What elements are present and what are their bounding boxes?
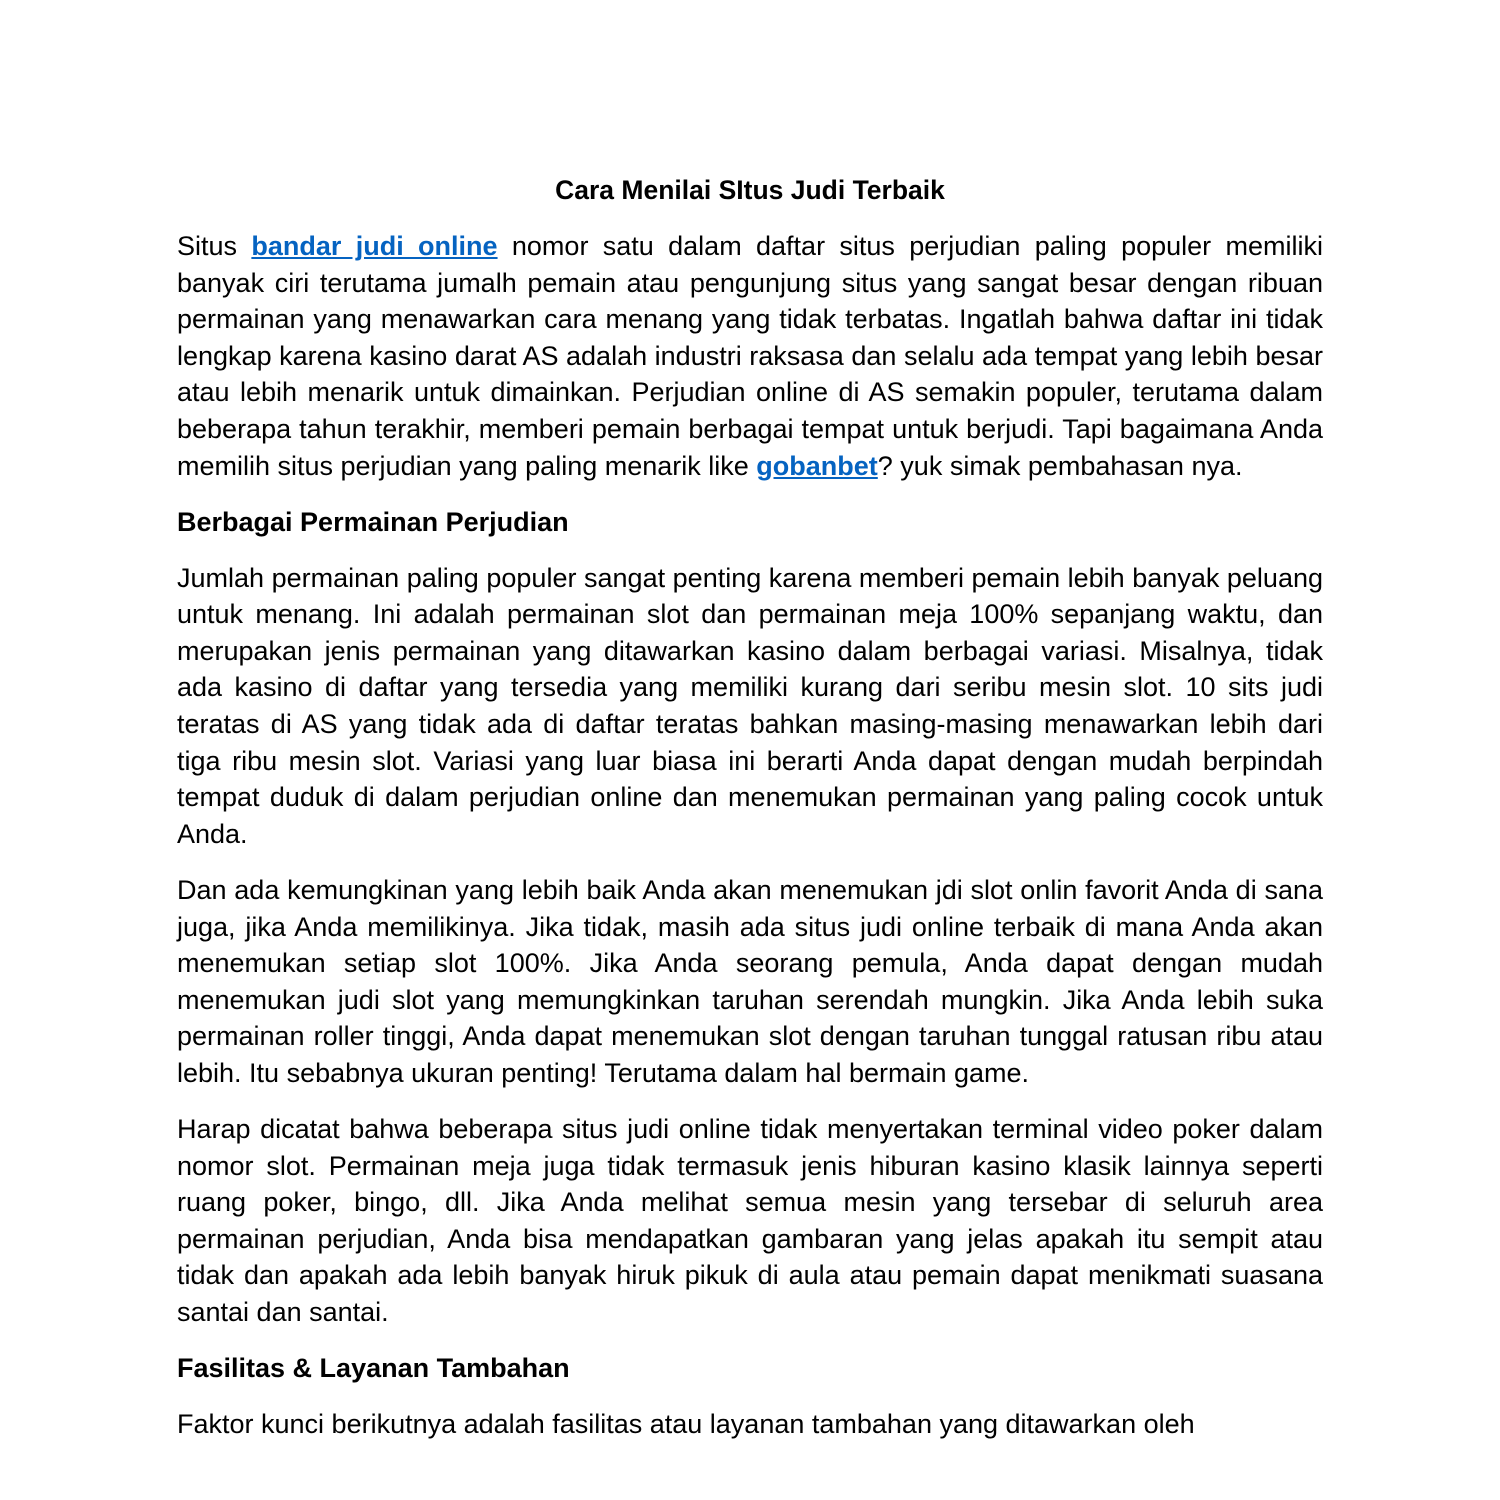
intro-paragraph xyxy=(177,228,1323,484)
bandar-judi-online-link[interactable]: bandar judi online xyxy=(251,231,498,261)
document-page xyxy=(177,172,1323,1462)
intro-suffix: ? yuk simak pembahasan nya. xyxy=(877,450,1243,481)
body-paragraph: Faktor kunci berikutnya adalah fasilitas atau layanan tambahan yang ditawarkan oleh xyxy=(177,1409,1195,1440)
body-paragraph: Dan ada kemungkinan yang lebih baik Anda akan menemukan jdi slot onlin favorit Anda di sana juga, jika Anda memilikinya. Jika tidak, masih ada situs judi online terbaik di mana Anda akan menemukan setiap slot 100%. Jika Anda seorang pemula, Anda dapat dengan mudah menemukan judi slot yang memungkinkan taruhan serendah mungkin. Jika Anda lebih suka permainan roller tinggi, Anda dapat menemukan slot dengan taruhan tunggal ratusan ribu atau lebih. Itu sebabnya ukuran penting! Terutama dalam hal bermain game. xyxy=(177,874,1323,1088)
body-paragraph: Harap dicatat bahwa beberapa situs judi online tidak menyertakan terminal video poker dalam nomor slot. Permainan meja juga tidak termasuk jenis hiburan kasino klasik lainnya seperti ruang poker, bingo, dll. Jika Anda melihat semua mesin yang tersebar di seluruh area permainan perjudian, Anda bisa mendapatkan gambaran yang jelas apakah itu sempit atau tidak dan apakah ada lebih banyak hiruk pikuk di aula atau pemain dapat menikmati suasana santai dan santai. xyxy=(177,1113,1323,1327)
section-heading-berbagai-permainan: Berbagai Permainan Perjudian xyxy=(177,506,569,537)
gobanbet-link[interactable]: gobanbet xyxy=(756,450,878,481)
body-paragraph: Jumlah permainan paling populer sangat penting karena memberi pemain lebih banyak peluang untuk menang. Ini adalah permainan slot dan permainan meja 100% sepanjang waktu, dan merupakan jenis permainan yang ditawarkan kasino dalam berbagai variasi. Misalnya, tidak ada kasino di daftar yang tersedia yang memiliki kurang dari seribu mesin slot. 10 sits judi teratas di AS yang tidak ada di daftar teratas bahkan masing-masing menawarkan lebih dari tiga ribu mesin slot. Variasi yang luar biasa ini berarti Anda dapat dengan mudah berpindah tempat duduk di dalam perjudian online dan menemukan permainan yang paling cocok untuk Anda. xyxy=(177,562,1323,849)
document-title: Cara Menilai SItus Judi Terbaik xyxy=(555,175,945,205)
intro-prefix: Situs xyxy=(177,231,252,261)
section-heading-fasilitas-layanan: Fasilitas & Layanan Tambahan xyxy=(177,1353,570,1384)
intro-middle: nomor satu dalam daftar situs perjudian paling populer memiliki banyak ciri terutama jumalh pemain atau pengunjung situs yang sangat besar dengan ribuan permainan yang menawarkan cara menang yang tidak terbatas. Ingatlah bahwa daftar ini tidak lengkap karena kasino darat AS adalah industri raksasa dan selalu ada tempat yang lebih besar atau lebih menarik untuk dimainkan. Perjudian online di AS semakin populer, terutama dalam beberapa tahun terakhir, memberi pemain berbagai tempat untuk berjudi. Tapi bagaimana Anda memilih situs perjudian yang paling menarik like xyxy=(177,231,1323,481)
